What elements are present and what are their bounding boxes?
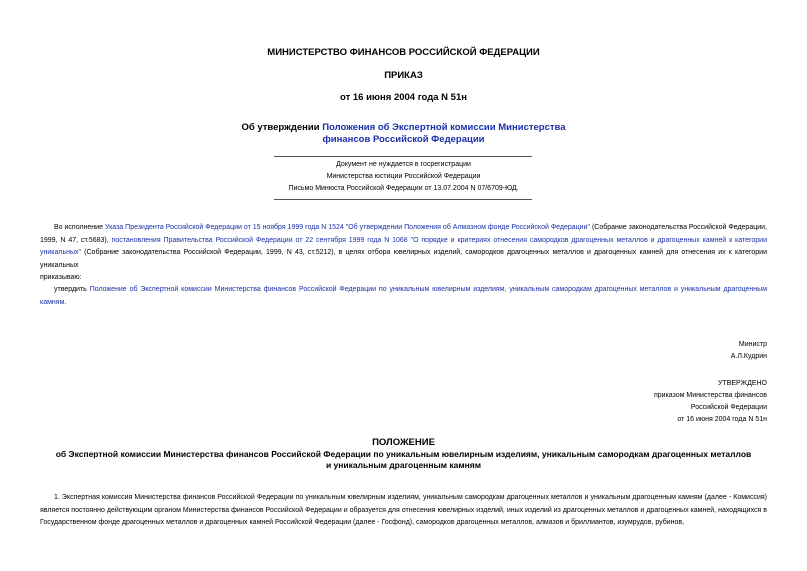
doc-date-number: от 16 июня 2004 года N 51н: [340, 92, 467, 103]
order-label: приказываю:: [40, 274, 82, 281]
regulation-subtitle-line: и уникальным драгоценным камням: [325, 460, 482, 470]
resolution-link[interactable]: постановления Правительства Российской Федерации от 22 сентября 1999 года N 1068 "О порядке и критериях отнесения самородков драгоценных металлов и драгоценных камней к категории уникальных": [40, 236, 767, 256]
approval-stamp: [654, 378, 767, 426]
registration-line: Министерства юстиции Российской Федерации: [326, 173, 481, 180]
preamble-paragraph: [40, 222, 767, 272]
signer-name: А.Л.Кудрин: [730, 353, 767, 360]
registration-line: Документ не нуждается в госрегистрации: [336, 161, 471, 168]
registration-note: [0, 159, 807, 195]
regulation-link[interactable]: Положение об Экспертной комиссии Министерства финансов Российской Федерации по уникальным ювелирным изделиям, уникальным самородкам драгоценных металлов и уникальным драгоценным камням: [40, 286, 768, 306]
subject-link[interactable]: Положения об Экспертной комиссии Министерства: [322, 122, 566, 133]
approval-line: Российской Федерации: [690, 404, 767, 411]
divider-bottom: [274, 199, 532, 200]
order-paragraph: [40, 284, 767, 309]
clause-1: 1. Экспертная комиссия Министерства финансов Российской Федерации по уникальным ювелирным изделиям, уникальным самородкам драгоценных металлов и уникальным драгоценным камням (далее - Комиссия) является постоянно действующим органом Министерства финансов Российской Федерации и образуется для отнесения ювелирных изделий, иных изделий из драгоценных металлов и драгоценных камней, находящихся в Государственном фонде драгоценных металлов и драгоценных камней Российской Федерации (далее - Госфонд), самородков драгоценных металлов, алмазов и бриллиантов, изумрудов, рубинов,: [40, 494, 767, 526]
doc-subject: [0, 122, 807, 146]
doc-type: ПРИКАЗ: [384, 70, 423, 81]
regulation-subtitle-line: об Экспертной комиссии Министерства финансов Российской Федерации по уникальным ювелирным изделиям, уникальным самородкам драгоценных металлов: [55, 449, 752, 459]
registration-line: Письмо Минюста Российской Федерации от 13.07.2004 N 07/6709-ЮД.: [288, 185, 519, 192]
approval-line: от 16 июня 2004 года N 51н: [677, 416, 767, 423]
preamble-text: (Собрание законодательства Российской Федерации, 1999, N 43, ст.5212), в целях отбора ювелирных изделий, самородков драгоценных металлов и драгоценных камней для отнесения их к категории уникальных: [40, 249, 767, 269]
ministry-title: МИНИСТЕРСТВО ФИНАНСОВ РОССИЙСКОЙ ФЕДЕРАЦИИ: [267, 47, 540, 58]
order-text: .: [64, 298, 67, 306]
subject-link-cont[interactable]: финансов Российской Федерации: [322, 134, 485, 145]
regulation-subtitle: [0, 449, 807, 471]
regulation-title: ПОЛОЖЕНИЕ: [372, 437, 435, 448]
preamble-text: (Собрание законодательства Российской Федерации, 1999, N 47, ст.5683),: [40, 224, 767, 244]
preamble-text: Во исполнение: [54, 224, 105, 231]
signature-block: [731, 339, 767, 363]
divider-top: [274, 156, 532, 157]
decree-link[interactable]: Указа Президента Российской Федерации от 15 ноября 1999 года N 1524 "Об утверждении Положения об Алмазном фонде Российской Федерации": [104, 224, 590, 231]
approval-line: УТВЕРЖДЕНО: [717, 380, 767, 387]
signer-title: Министр: [738, 341, 767, 348]
order-text: утвердить: [54, 286, 90, 293]
approval-line: приказом Министерства финансов: [653, 392, 767, 399]
subject-prefix: Об утверждении: [241, 122, 323, 133]
